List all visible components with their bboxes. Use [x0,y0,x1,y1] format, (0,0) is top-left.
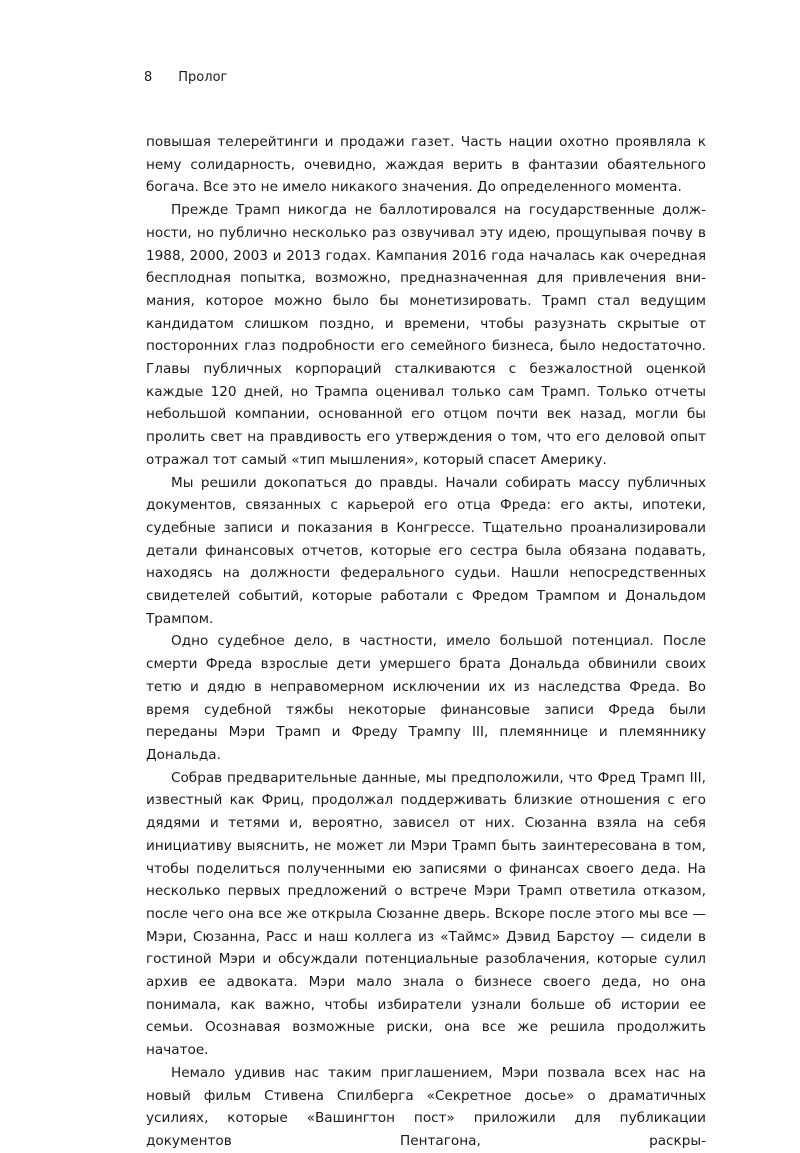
paragraph: Одно судебное дело, в частности, имело большой потенциал. После смерти Фреда взрослые дети умершего брата Дональда обвинили своих тетю и дядю в неправомерном исключении их из наследства Фреда. Во время судебной тяжбы некоторые финансовые записи Фреда были переданы Мэри Трамп и Фреду Трампу III, племяннице и племяннику Дональда. [146,633,706,763]
paragraph: повышая телерейтинги и продажи газет. Часть нации охотно проявляла к нему солидарность, очевидно, жаждая верить в фантазии обаятельного богача. Все это не имело никакого значения. До определенного момента. [146,134,706,196]
body-text [146,131,706,1153]
paragraph: Мы решили докопаться до правды. Начали собирать массу публичных документов, связанных с карьерой его отца Фреда: его акты, ипотеки, судебные записи и показания в Конгрессе. Тщательно проанализировали детали финансовых отчетов, которые его сестра была обязана подавать, находясь на должности федерального судьи. Нашли непосредственных свидетелей событий, которые работали с Фредом Трампом и Дональдом Трампом. [146,474,706,627]
paragraph: Собрав предварительные данные, мы предположили, что Фред Трамп III, известный как Фриц, продолжал поддерживать близкие отношения с его дядями и тетями и, вероятно, зависел от них. Сюзанна взяла на себя инициативу выяснить, не может ли Мэри Трамп быть заинтересована в том, чтобы поделиться полученными ею записями о финансах своего деда. На несколько первых предложений о встрече Мэри Трамп ответила отказом, после чего она все же открыла Сюзанне дверь. Вскоре после этого мы все — Мэри, Сюзанна, Расс и наш коллега из «Таймс» Дэвид Барстоу — сидели в гостиной Мэри и обсуждали потенциальные разоблачения, которые сулил архив ее адвоката. Мэри мало знала о бизнесе своего деда, но она понимала, как важно, чтобы избиратели узнали больше об истории ее семьи. Осознавая возможные риски, она все же решила продолжить начатое. [146,769,706,1059]
chapter-title: Пролог [178,70,228,85]
paragraph: Прежде Трамп никогда не баллотировался на государственные должности, но публично несколько раз озвучивал эту идею, прощупывая почву в 1988, 2000, 2003 и 2013 годах. Кампания 2016 года началась как очередная бесплодная попытка, возможно, предназначенная для привлечения внимания, которое можно было бы монетизировать. Трамп стал ведущим кандидатом слишком поздно, и времени, чтобы разузнать скрытые от посторонних глаз подробности его семейного бизнеса, было недостаточно. Главы публичных корпораций сталкиваются с безжалостной оценкой каждые 120 дней, но Трампа оценивал только сам Трамп. Только отчеты небольшой компании, основанной его отцом почти век назад, могли бы пролить свет на правдивость его утверждения о том, что его деловой опыт отражал тот самый «тип мышления», который спасет Америку. [146,202,706,468]
paragraph: Немало удивив нас таким приглашением, Мэри позвала всех нас на новый фильм Стивена Спилберга «Секретное досье» о драматичных усилиях, которые «Вашингтон пост» приложили для публикации документов Пентагона, раскры- [146,1064,706,1149]
page-number: 8 [144,70,153,85]
running-header [144,70,227,85]
